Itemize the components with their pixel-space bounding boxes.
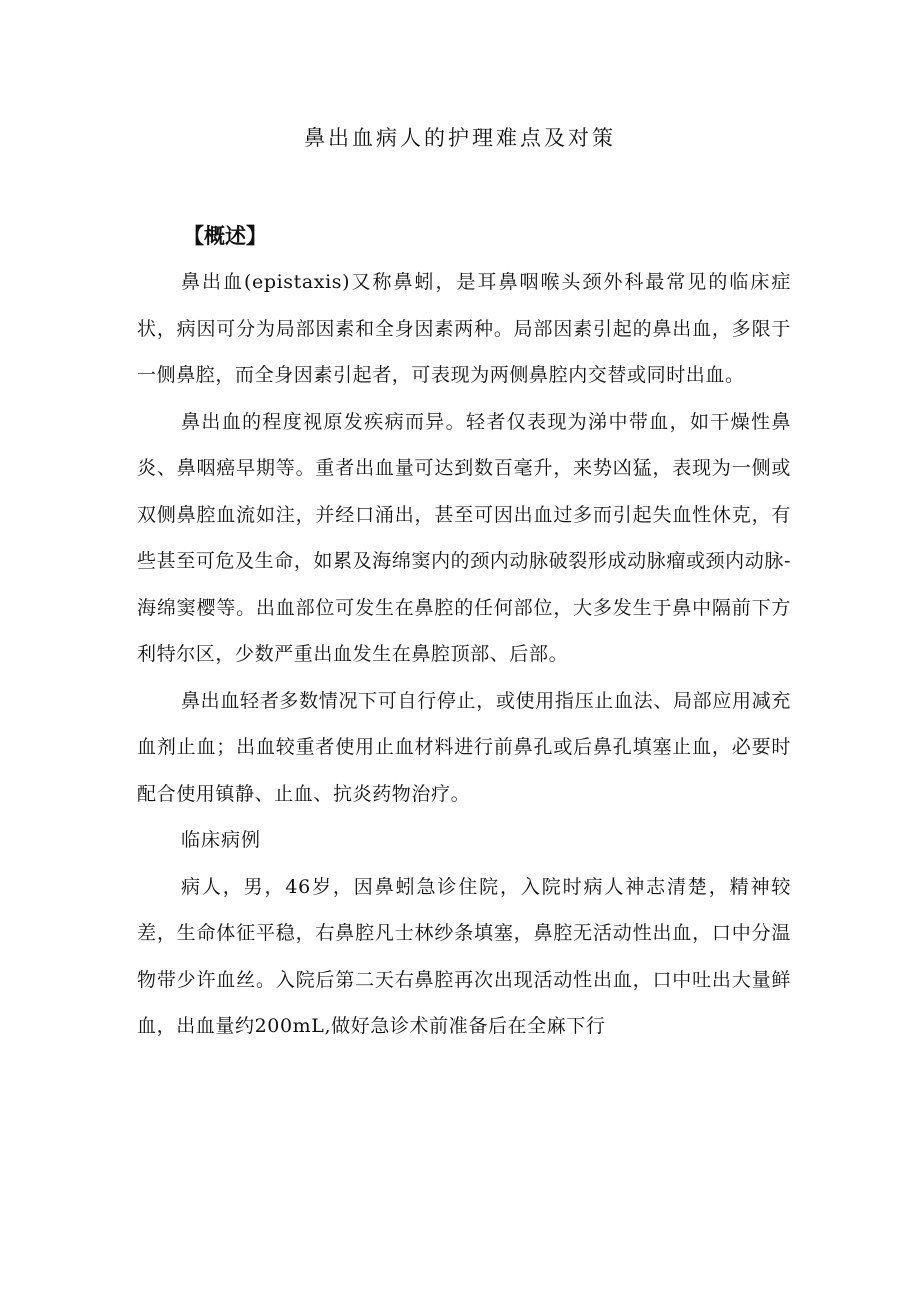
paragraph-treatment: 鼻出血轻者多数情况下可自行停止，或使用指压止血法、局部应用减充血剂止血；出血较重者使用止血材料进行前鼻孔或后鼻孔填塞止血，必要时配合使用镇静、止血、抗炎药物治疗。 bbox=[137, 689, 791, 805]
paragraph-case: 病人，男，46岁，因鼻蚓急诊住院，入院时病人神志清楚，精神较差，生命体征平稳，右鼻腔凡士林纱条填塞，鼻腔无活动性出血，口中分温物带少许血丝。入院后第二天右鼻腔再次出现活动性出血，口中吐出大量鲜血，出血量约200mL,做好急诊术前准备后在全麻下行 bbox=[137, 875, 791, 1037]
paragraph-severity: 鼻出血的程度视原发疾病而异。轻者仅表现为涕中带血，如干燥性鼻炎、鼻咽癌早期等。重者出血量可达到数百毫升，来势凶猛，表现为一侧或双侧鼻腔血流如注，并经口涌出，甚至可因出血过多而引起失血性休克，有些甚至可危及生命，如累及海绵窦内的颈内动脉破裂形成动脉瘤或颈内动脉-海绵窦樱等。出血部位可发生在鼻腔的任何部位，大多发生于鼻中隔前下方利特尔区，少数严重出血发生在鼻腔顶部、后部。 bbox=[137, 410, 791, 665]
document-title: 鼻出血病人的护理难点及对策 bbox=[304, 126, 616, 150]
section-heading-overview: 【概述】 bbox=[183, 223, 267, 248]
case-heading: 临床病例 bbox=[181, 829, 262, 851]
paragraph-definition: 鼻出血(epistaxis)又称鼻蚓，是耳鼻咽喉头颈外科最常见的临床症状，病因可分为局部因素和全身因素两种。局部因素引起的鼻出血，多限于一侧鼻腔，而全身因素引起者，可表现为两侧鼻腔内交替或同时出血。 bbox=[137, 271, 791, 386]
document-body bbox=[137, 213, 791, 1050]
